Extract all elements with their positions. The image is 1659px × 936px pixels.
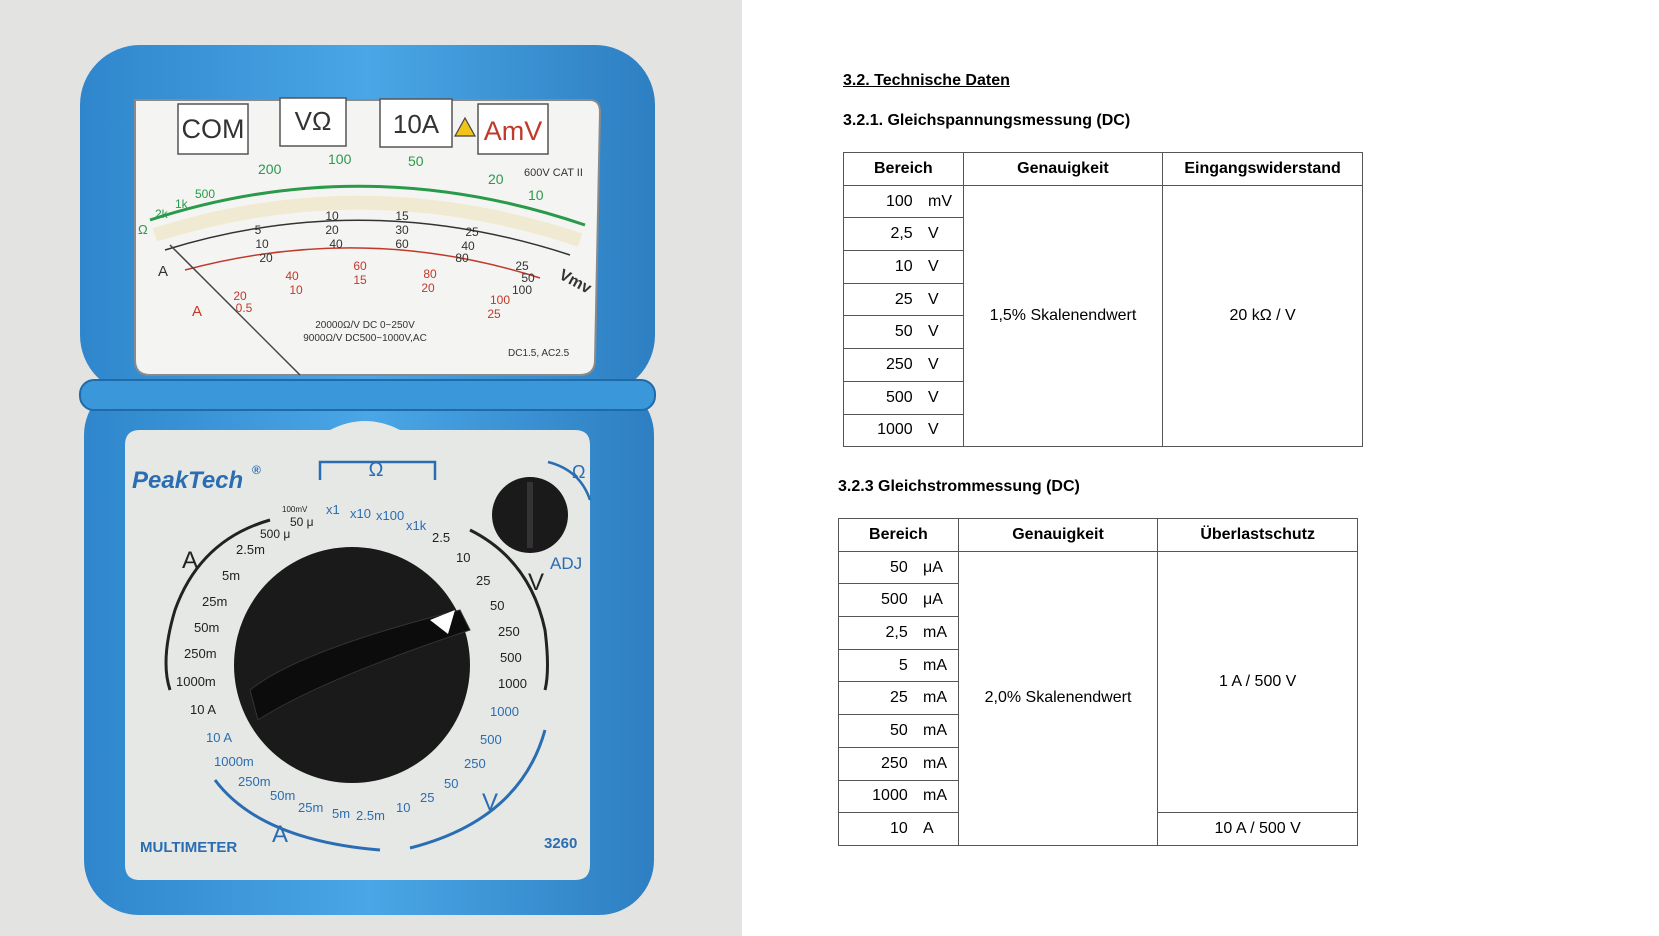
jack-amv: AmV xyxy=(483,116,543,146)
range-cell xyxy=(839,551,959,584)
range-value: 2,5 xyxy=(885,623,908,641)
range-unit: mA xyxy=(923,689,947,707)
vmv-label: Vmv xyxy=(556,266,594,298)
section-title: 3.2. Technische Daten xyxy=(843,72,1010,89)
table-row xyxy=(844,185,1363,218)
header-range: Bereich xyxy=(839,519,959,552)
range-label: 2.5m xyxy=(356,808,385,823)
range-label: 1000m xyxy=(176,674,216,689)
scale-label: 100 xyxy=(489,293,511,307)
scale-label: 20 xyxy=(259,251,273,265)
scale-label: 10 xyxy=(289,283,303,297)
scale-label: 0.5 xyxy=(235,301,253,315)
range-cell xyxy=(839,617,959,650)
range-cell xyxy=(844,283,964,316)
dca-heading: 3.2.3 Gleichstrommessung (DC) xyxy=(838,478,1080,495)
dcv-symbol: V xyxy=(528,569,545,596)
scale-label: 60 xyxy=(395,237,409,251)
range-label: 1000m xyxy=(214,754,254,769)
range-unit: V xyxy=(928,388,939,406)
table-header-row xyxy=(844,153,1363,186)
range-unit: mA xyxy=(923,787,947,805)
range-cell xyxy=(844,251,964,284)
header-input-resistance: Eingangswiderstand xyxy=(1163,153,1363,186)
ohm-label: 50 xyxy=(408,153,424,169)
ohm-label: 200 xyxy=(258,161,282,177)
range-unit: mV xyxy=(928,192,952,210)
ohm-label: 1k xyxy=(175,197,188,211)
ohm-label: 10 xyxy=(528,187,544,203)
range-value: 5 xyxy=(898,656,908,674)
range-label: x10 xyxy=(350,506,371,521)
range-label: 50m xyxy=(194,620,220,635)
range-value: 250 xyxy=(881,754,908,772)
scale-label: 25 xyxy=(515,259,529,273)
scale-label: 60 xyxy=(353,259,367,273)
range-unit: mA xyxy=(923,721,947,739)
range-cell xyxy=(844,316,964,349)
ohm-label: 500 xyxy=(195,187,216,201)
left-a-label: A xyxy=(158,263,169,280)
range-label: 25 xyxy=(476,573,491,588)
range-cell xyxy=(839,747,959,780)
range-label: 2.5m xyxy=(236,542,265,557)
range-cell xyxy=(839,649,959,682)
holster-band xyxy=(80,380,655,410)
range-value: 1000 xyxy=(872,787,908,805)
overload-cell: 1 A / 500 V xyxy=(1158,551,1358,813)
range-cell xyxy=(839,780,959,813)
brand-registered: ® xyxy=(252,463,261,477)
accuracy-class: DC1.5, AC2.5 xyxy=(508,348,570,359)
range-label: 250m xyxy=(238,774,271,789)
scale-label: 25 xyxy=(465,225,479,239)
header-range: Bereich xyxy=(844,153,964,186)
jack-com: COM xyxy=(181,114,245,144)
scale-label: 100 xyxy=(511,283,533,297)
range-unit: A xyxy=(923,820,934,838)
scale-label: 80 xyxy=(423,267,437,281)
range-unit: V xyxy=(928,290,939,308)
dca-spec-table xyxy=(838,518,1358,846)
range-label: 500 xyxy=(480,732,502,747)
range-label: x1 xyxy=(326,502,340,517)
scale-label: 15 xyxy=(353,273,367,287)
range-label: 5m xyxy=(332,806,351,821)
range-label: 5m xyxy=(222,568,241,583)
input-resistance-cell: 20 kΩ / V xyxy=(1163,185,1363,447)
jack-vohm: VΩ xyxy=(294,106,332,136)
range-label: x1k xyxy=(406,518,427,533)
range-cell xyxy=(839,682,959,715)
range-label: 1000 xyxy=(490,704,519,719)
range-cell xyxy=(839,813,959,846)
ohm-symbol: Ω xyxy=(138,222,148,237)
adj-label: ADJ xyxy=(550,554,583,573)
range-value: 50 xyxy=(889,721,908,739)
cat-rating: 600V CAT II xyxy=(524,167,583,179)
dca-symbol: A xyxy=(182,547,199,574)
jack-10a: 10A xyxy=(392,109,440,139)
range-label: 10 A xyxy=(190,702,217,717)
scale-label: 40 xyxy=(461,239,475,253)
overload-10a-cell: 10 A / 500 V xyxy=(1158,813,1358,846)
range-unit: μA xyxy=(923,558,943,576)
range-unit: V xyxy=(928,421,939,439)
ohm-symbol: Ω xyxy=(368,459,384,481)
range-unit: mA xyxy=(923,623,947,641)
table-header-row xyxy=(839,519,1358,552)
range-value: 250 xyxy=(885,355,913,373)
range-unit: μA xyxy=(923,591,943,609)
accuracy-cell: 1,5% Skalenendwert xyxy=(963,185,1163,447)
ohm-label: 20 xyxy=(488,171,504,187)
range-cell xyxy=(839,715,959,748)
range-unit: mA xyxy=(923,656,947,674)
multimeter-illustration xyxy=(0,0,742,936)
range-label: 250 xyxy=(498,624,520,639)
scale-label: 20 xyxy=(233,289,247,303)
range-label: 50m xyxy=(270,788,296,803)
range-value: 100 xyxy=(885,192,913,210)
adjust-ohm-symbol: Ω xyxy=(572,462,586,482)
scale-label: 30 xyxy=(395,223,409,237)
ohm-label: 100 xyxy=(328,151,352,167)
scale-label: 10 xyxy=(325,209,339,223)
range-label: 500 μ xyxy=(260,527,291,541)
range-label: 100mV xyxy=(282,505,308,514)
scale-label: 20 xyxy=(421,281,435,295)
range-value: 2,5 xyxy=(890,225,913,243)
range-label: 2.5 xyxy=(432,530,451,545)
accuracy-cell: 2,0% Skalenendwert xyxy=(958,551,1158,845)
scale-label: 80 xyxy=(455,251,469,265)
multimeter-photo xyxy=(0,0,742,936)
range-value: 500 xyxy=(881,591,908,609)
range-label: 10 A xyxy=(206,730,233,745)
left-a-red-label: A xyxy=(192,303,203,320)
header-accuracy: Genauigkeit xyxy=(963,153,1163,186)
range-label: 50 μ xyxy=(290,515,314,529)
range-label: 10 xyxy=(456,550,471,565)
range-cell xyxy=(839,584,959,617)
range-unit: V xyxy=(928,225,939,243)
aca-symbol: A xyxy=(272,821,289,848)
model-number: 3260 xyxy=(544,835,578,852)
range-label: 500 xyxy=(500,650,522,665)
ohm-label: 2k xyxy=(155,207,168,221)
range-value: 25 xyxy=(889,689,908,707)
range-value: 1000 xyxy=(877,421,913,439)
range-label: 1000 xyxy=(498,676,527,691)
range-unit: V xyxy=(928,355,939,373)
range-value: 50 xyxy=(889,558,908,576)
range-cell xyxy=(844,218,964,251)
range-cell xyxy=(844,414,964,447)
spec-line2: 9000Ω/V DC500~1000V,AC xyxy=(303,333,427,344)
range-value: 10 xyxy=(894,257,913,275)
dcv-spec-table xyxy=(843,152,1363,447)
scale-label: 5 xyxy=(254,223,262,237)
range-label: 10 xyxy=(396,800,411,815)
range-unit: mA xyxy=(923,754,947,772)
range-label: 25m xyxy=(202,594,228,609)
range-value: 10 xyxy=(889,820,908,838)
acv-symbol: V xyxy=(482,789,499,816)
range-unit: V xyxy=(928,323,939,341)
range-label: 50 xyxy=(444,776,459,791)
range-cell xyxy=(844,349,964,382)
scale-label: 40 xyxy=(329,237,343,251)
range-value: 50 xyxy=(894,323,913,341)
range-cell xyxy=(844,185,964,218)
range-value: 25 xyxy=(894,290,913,308)
header-accuracy: Genauigkeit xyxy=(958,519,1158,552)
range-cell xyxy=(844,381,964,414)
scale-label: 50 xyxy=(521,271,535,285)
brand-logo: PeakTech xyxy=(132,467,244,494)
multimeter-label: MULTIMETER xyxy=(140,839,238,856)
header-overload: Überlastschutz xyxy=(1158,519,1358,552)
range-unit: V xyxy=(928,257,939,275)
range-value: 500 xyxy=(885,388,913,406)
scale-label: 40 xyxy=(285,269,299,283)
range-label: 25m xyxy=(298,800,324,815)
scale-label: 20 xyxy=(325,223,339,237)
table-row xyxy=(839,551,1358,584)
spec-line1: 20000Ω/V DC 0~250V xyxy=(315,320,415,331)
range-label: 25 xyxy=(420,790,435,805)
scale-label: 15 xyxy=(395,209,409,223)
dcv-heading: 3.2.1. Gleichspannungsmessung (DC) xyxy=(843,112,1131,129)
scale-label: 10 xyxy=(255,237,269,251)
range-label: x100 xyxy=(376,508,405,523)
scale-label: 25 xyxy=(487,307,501,321)
range-label: 250 xyxy=(464,756,486,771)
range-label: 250m xyxy=(184,646,217,661)
range-label: 50 xyxy=(490,598,505,613)
